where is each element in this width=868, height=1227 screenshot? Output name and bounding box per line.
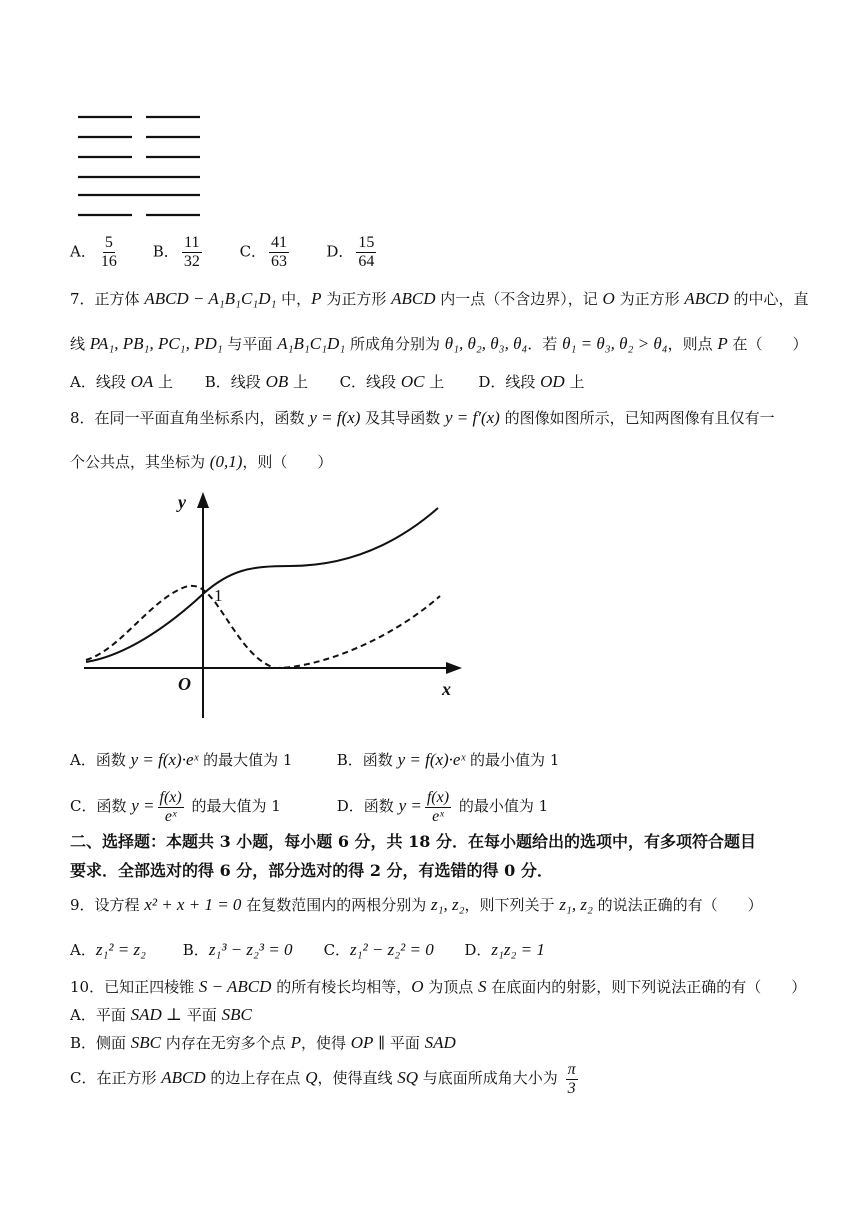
q7-options [70,370,584,394]
q10-option-b[interactable]: B．侧面 SBC 内存在无穷多个点 P，使得 OP ∥ 平面 SAD [70,1033,456,1052]
q7-line-1: 7．正方体 ABCD − A₁B₁C₁D₁ 中，P 为正方形 ABCD 内一点（不含边界），记 O 为正方形 ABCD 的中心，直 [70,289,809,308]
q9-option-a[interactable]: A．z₁² = z₂ [70,940,146,959]
q8-option-b[interactable]: B．函数 y = f(x)·eˣ 的最小值为 1 [336,750,560,769]
q10-option-c[interactable]: C．在正方形 ABCD 的边上存在点 Q，使得直线 SQ 与底面所成角大小为 $\frac{\pi}{3}$ [70,1060,576,1097]
section-2-heading-line-1: 二、选择题：本题共 3 小题，每小题 6 分，共 18 分．在每小题给出的选项中，有多项符合题目 [70,832,756,851]
hexagram-figure [70,105,210,225]
q7-line-2: 线 PA₁, PB₁, PC₁, PD₁ 与平面 A₁B₁C₁D₁ 所成角分别为 θ₁, θ₂, θ₃, θ₄．若 θ₁ = θ₃, θ₂ > θ₄，则点 P 在（ ） [70,334,808,353]
origin-label: O [178,674,191,694]
q6-option-c[interactable]: C． $\frac{41}{63}$ [239,234,288,270]
curve-f [86,508,438,662]
q8-option-d[interactable]: D．函数 y = $\frac{f(x)}{\text{eˣ}}$ 的最小值为 1 [336,788,549,825]
section-2-heading-line-2: 要求．全部选对的得 6 分，部分选对的得 2 分，有选错的得 0 分． [70,861,553,880]
q10-option-a[interactable]: A．平面 SAD ⊥ 平面 SBC [70,1005,252,1024]
q8-function-graph [80,490,470,725]
q6-option-b[interactable]: B． $\frac{11}{32}$ [152,234,200,270]
q8-options-ab [70,748,559,772]
q9-stem: 9．设方程 x² + x + 1 = 0 在复数范围内的两根分别为 z₁, z₂，则下列关于 z₁, z₂ 的说法正确的有（ ） [70,895,763,914]
q7-option-d[interactable]: D．线段 OD 上 [478,372,585,391]
q6-option-d[interactable]: D． $\frac{15}{64}$ [326,234,375,270]
q6-options [70,234,379,271]
q6-option-a[interactable]: A． $\frac{5}{16}$ [70,234,117,270]
q7-option-c[interactable]: C．线段 OC 上 [339,372,445,391]
q10-stem: 10．已知正四棱锥 S − ABCD 的所有棱长均相等，O 为顶点 S 在底面内的射影，则下列说法正确的有（ ） [70,977,807,996]
intersection-label: 1 [214,586,223,605]
y-axis-arrow-icon [197,492,209,508]
q9-option-c[interactable]: C．z₁² − z₂² = 0 [323,940,434,959]
q8-option-c[interactable]: C．函数 y = $\frac{f(x)}{\text{eˣ}}$ 的最大值为 1 [70,788,281,825]
q7-option-a[interactable]: A．线段 OA 上 [70,372,174,391]
q8-line-1: 8．在同一平面直角坐标系内，函数 y = f(x) 及其导函数 y = f′(x) 的图像如图所示，已知两图像有且仅有一 [70,408,775,427]
q7-option-b[interactable]: B．线段 OB 上 [204,372,309,391]
x-axis-arrow-icon [446,662,462,674]
x-axis-label: x [442,679,451,699]
q9-options [70,938,545,962]
q8-options-cd [70,786,548,826]
q8-line-2: 个公共点，其坐标为 (0,1)，则（ ） [70,452,333,471]
q9-option-b[interactable]: B．z₁³ − z₂³ = 0 [182,940,293,959]
y-axis-label: y [178,492,186,512]
q9-option-d[interactable]: D．z₁z₂ = 1 [464,940,545,959]
curve-f-prime [86,586,440,668]
q8-option-a[interactable]: A．函数 y = f(x)·eˣ 的最大值为 1 [70,750,293,769]
